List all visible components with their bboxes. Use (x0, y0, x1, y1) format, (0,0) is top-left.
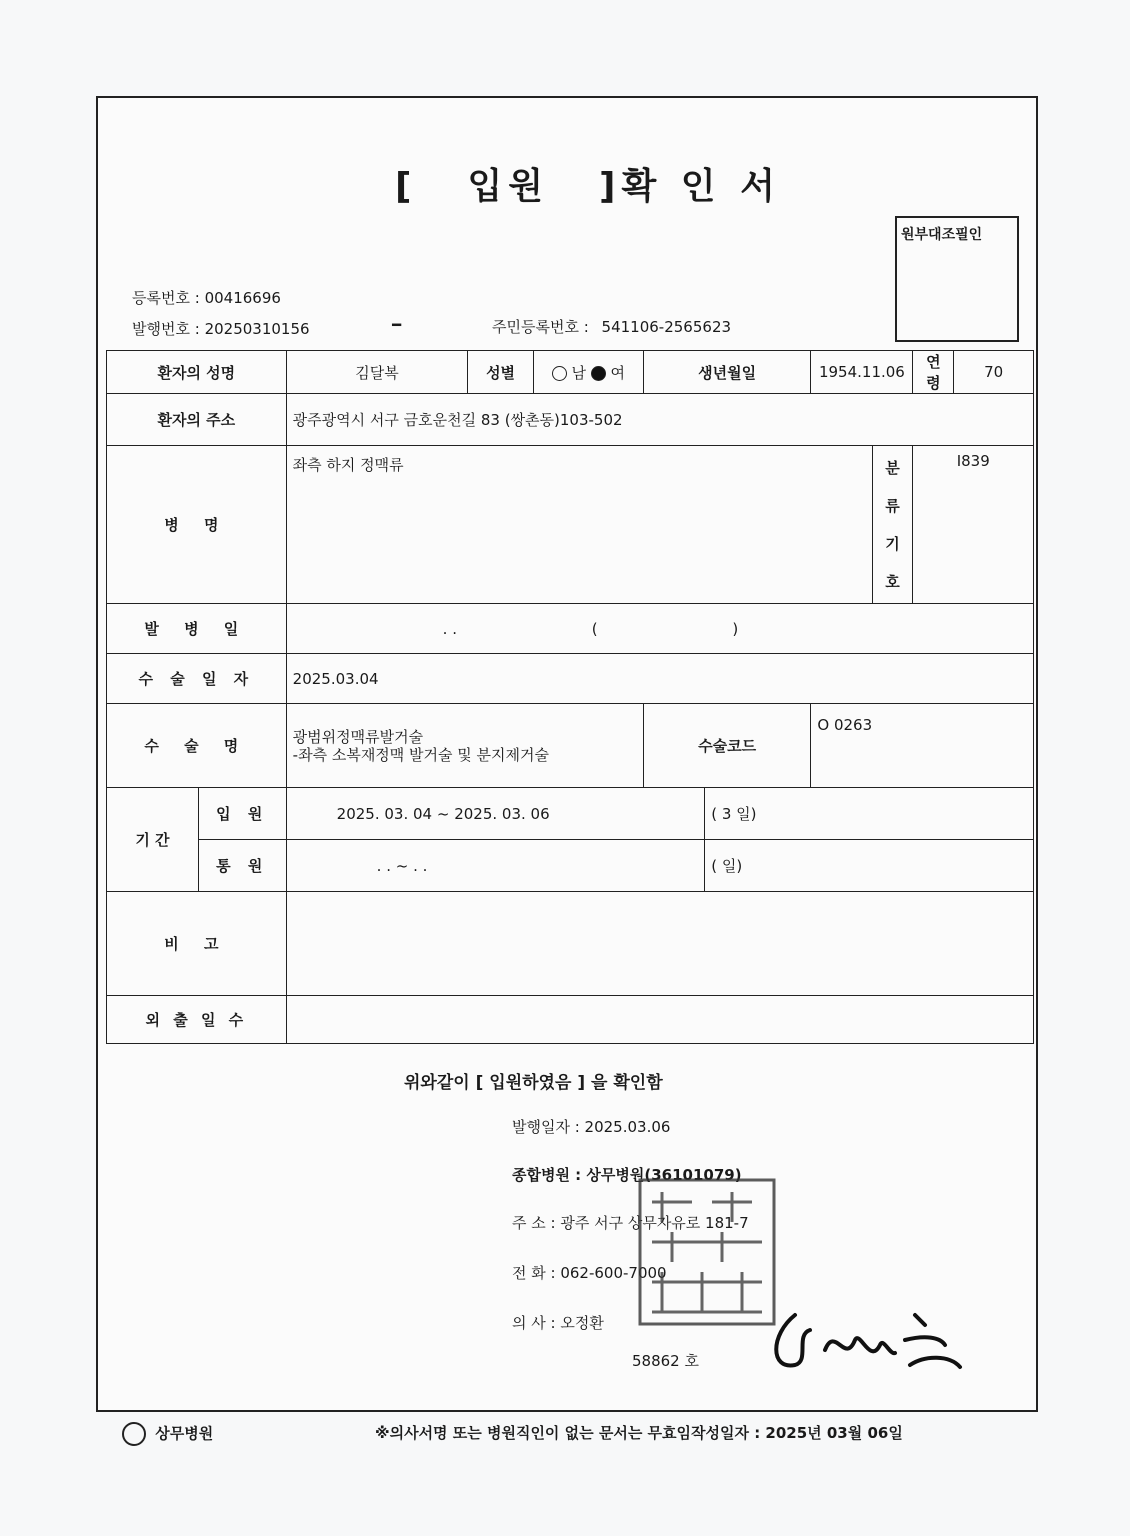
sex-label: 성별 (468, 351, 533, 394)
remarks-value (286, 892, 1033, 996)
surgery-name-row (107, 704, 1034, 788)
dob-label: 생년월일 (643, 351, 810, 394)
onset-dots: . . (442, 619, 457, 638)
remarks-label: 비 고 (107, 892, 287, 996)
inpatient-period: 2025. 03. 04 ~ 2025. 03. 06 (286, 788, 705, 840)
patient-address-row (107, 394, 1034, 446)
surgery-name-label: 수 술 명 (107, 704, 287, 788)
surgery-code-label: 수술코드 (643, 704, 810, 788)
diagnosis-label: 병 명 (107, 446, 287, 604)
hospital-phone: 전 화 : 062-600-7000 (512, 1264, 667, 1282)
title-type: 입원 (467, 166, 550, 207)
outing-days-value (286, 996, 1033, 1044)
classification-code-value: I839 (913, 446, 1034, 604)
onset-row (107, 604, 1034, 654)
diagnosis-row (107, 446, 1034, 604)
surgery-date-row (107, 654, 1034, 704)
period-label: 기 간 (107, 788, 199, 892)
patient-name-label: 환자의 성명 (107, 351, 287, 394)
registration-label: 등록번호 : (132, 289, 200, 307)
dash-mark: ━ (392, 316, 402, 334)
code-label-char-3: 기 (885, 534, 900, 553)
outpatient-label: 통 원 (198, 840, 286, 892)
certificate-table (106, 350, 1034, 1044)
onset-paren-close: ) (732, 619, 739, 638)
footer-logo-text: 상무병원 (155, 1424, 214, 1443)
sex-female-label: 여 (610, 363, 625, 382)
stamp-box-label: 원부대조필인 (901, 227, 983, 243)
confirmation-statement: 위와같이 [ 입원하였음 ] 을 확인함 (404, 1073, 663, 1093)
inpatient-row (107, 788, 1034, 840)
issue-label: 발행번호 : (132, 320, 200, 338)
hospital-seal (632, 1172, 782, 1332)
patient-name-value: 김달복 (286, 351, 468, 394)
verification-stamp-box (895, 216, 1019, 342)
hospital-logo-icon (122, 1422, 146, 1446)
address-value: 광주광역시 서구 금호운천길 83 (쌍촌동)103-502 (286, 394, 1033, 446)
surgery-name-line2: -좌측 소복재정맥 발거술 및 분지제거술 (292, 745, 549, 764)
doctor-name: 의 사 : 오정환 (512, 1314, 604, 1332)
dob-value: 1954.11.06 (811, 351, 913, 394)
remarks-row (107, 892, 1034, 996)
resident-number (492, 316, 731, 337)
title-bracket-left: [ (395, 166, 418, 207)
onset-label: 발 병 일 (107, 604, 287, 654)
issue-date: 발행일자 : 2025.03.06 (512, 1118, 671, 1136)
registration-value: 00416696 (204, 289, 281, 307)
classification-code-label (872, 446, 913, 604)
sex-male-circle (552, 366, 567, 381)
outing-days-row (107, 996, 1034, 1044)
hospital-name: 종합병원 : 상무병원(36101079) (512, 1166, 742, 1184)
surgery-name-line1: 광범위정맥류발거술 (292, 727, 424, 746)
footer-notice: ※의사서명 또는 병원직인이 없는 문서는 무효임작성일자 : 2025년 03월 06일 (375, 1424, 903, 1442)
sex-male-label: 남 (571, 363, 586, 382)
code-label-char-1: 분 (885, 458, 900, 477)
onset-value (286, 604, 1033, 654)
onset-paren-open: ( (591, 619, 598, 638)
outpatient-row (107, 840, 1034, 892)
issue-number (132, 318, 310, 339)
footer-logo (122, 1422, 213, 1446)
surgery-code-value: O 0263 (811, 704, 1034, 788)
outpatient-period: . . ~ . . (286, 840, 705, 892)
hospital-address: 주 소 : 광주 서구 상무자유로 181-7 (512, 1214, 749, 1232)
document-title (395, 158, 781, 209)
title-main: ]확 인 서 (599, 166, 781, 207)
doctor-signature (765, 1295, 975, 1385)
code-label-char-2: 류 (885, 496, 900, 515)
sex-value (533, 351, 643, 394)
address-label: 환자의 주소 (107, 394, 287, 446)
surgery-date-label: 수 술 일 자 (107, 654, 287, 704)
issue-value: 20250310156 (204, 320, 310, 338)
code-label-char-4: 호 (885, 572, 900, 591)
surgery-date-value: 2025.03.04 (286, 654, 1033, 704)
registration-number (132, 287, 281, 308)
sex-female-circle (591, 366, 606, 381)
diagnosis-value: 좌측 하지 정맥류 (286, 446, 872, 604)
outpatient-days: ( 일) (705, 840, 1034, 892)
age-label: 연령 (913, 351, 954, 394)
outing-days-label: 외 출 일 수 (107, 996, 287, 1044)
inpatient-label: 입 원 (198, 788, 286, 840)
patient-name-row (107, 351, 1034, 394)
inpatient-days: ( 3 일) (705, 788, 1034, 840)
resident-number-label: 주민등록번호 : (492, 318, 589, 336)
surgery-name-value (286, 704, 643, 788)
age-value: 70 (954, 351, 1034, 394)
license-number: 58862 호 (632, 1352, 699, 1370)
resident-number-value: 541106-2565623 (601, 318, 732, 336)
